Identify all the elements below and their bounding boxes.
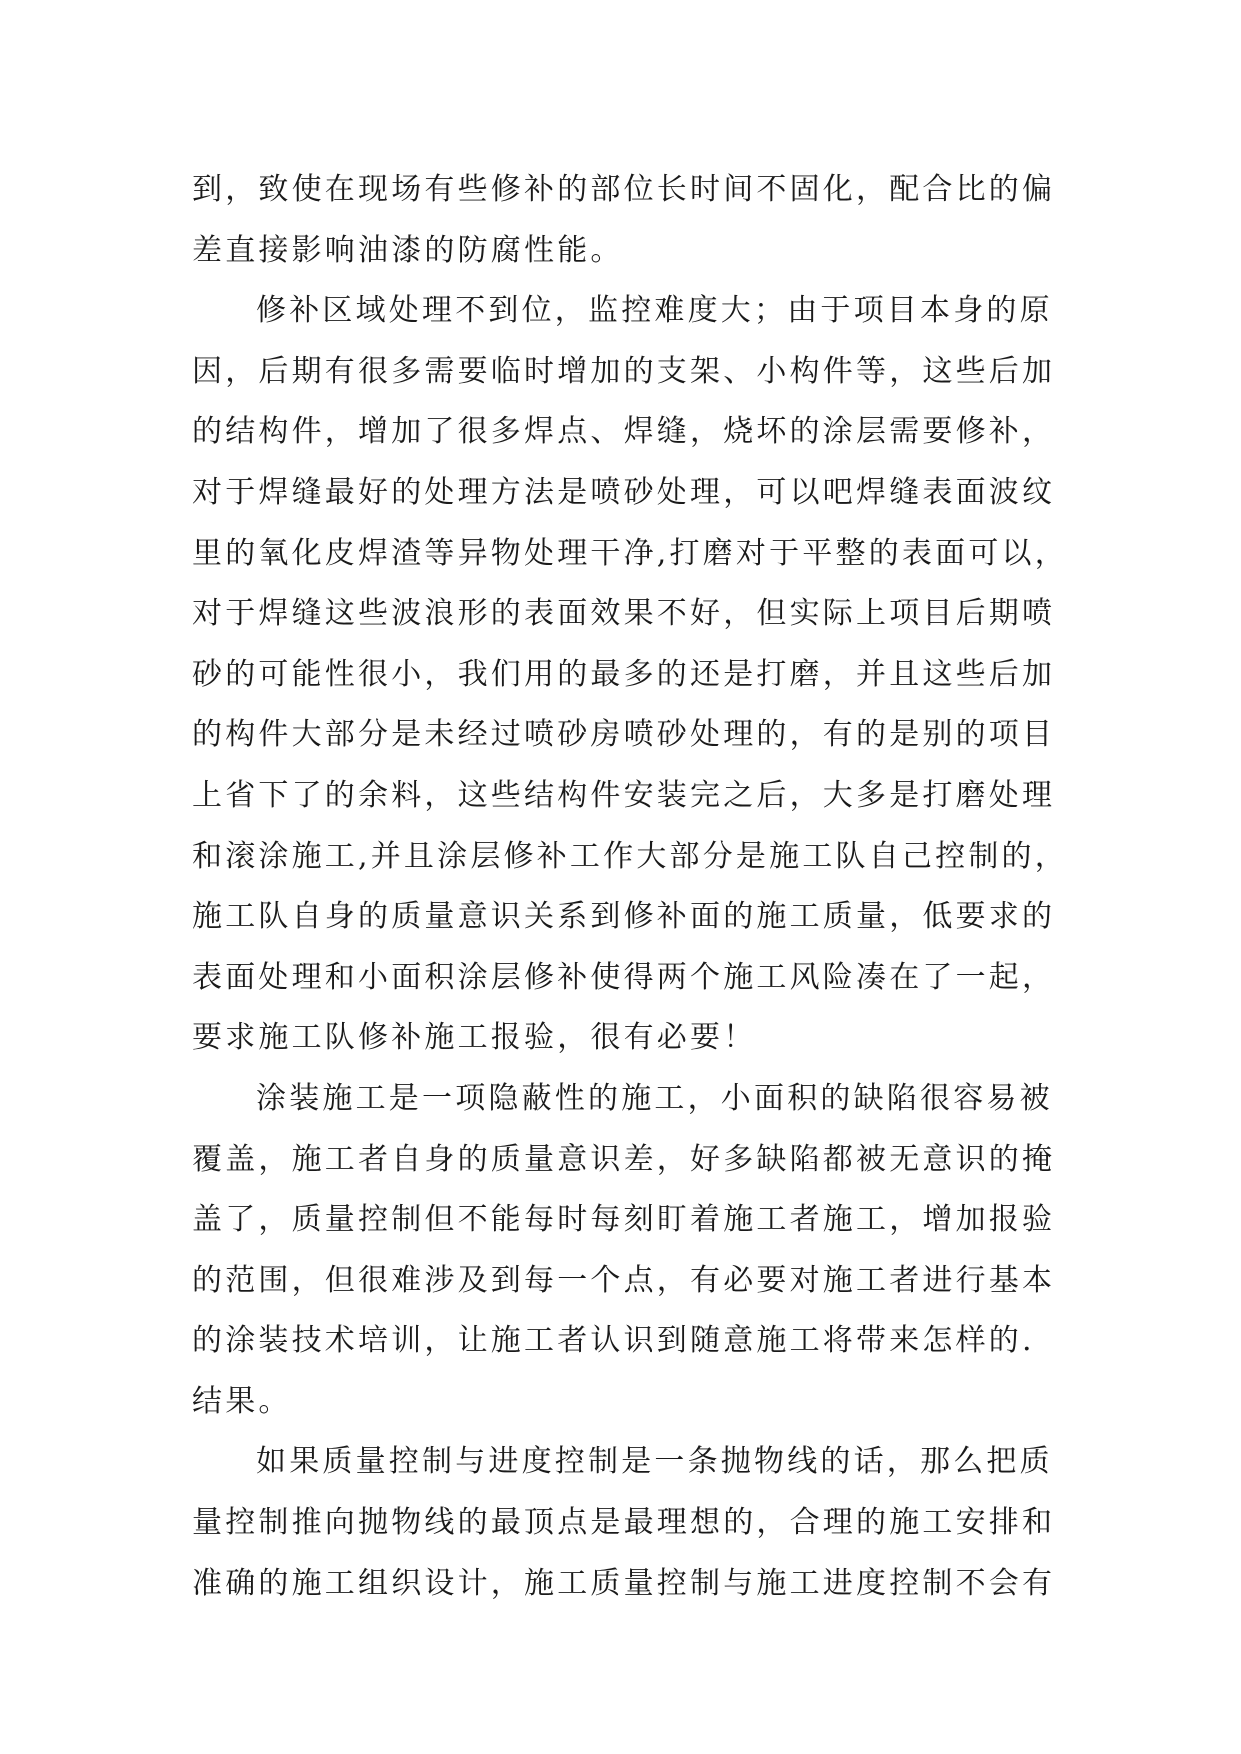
text-line: 施工队自身的质量意识关系到修补面的施工质量，低要求的 (192, 899, 1056, 935)
text-line: 涂装施工是一项隐蔽性的施工，小面积的缺陷很容易被 (256, 1080, 1053, 1116)
text-line: 量控制推向抛物线的最顶点是最理想的，合理的施工安排和 (192, 1505, 1056, 1541)
text-line: 到，致使在现场有些修补的部位长时间不固化，配合比的偏 (192, 172, 1056, 207)
text-line: 的范围，但很难涉及到每一个点，有必要对施工者进行基本 (192, 1262, 1056, 1298)
text-line: 的构件大部分是未经过喷砂房喷砂处理的，有的是别的项目 (192, 717, 1056, 753)
paragraph (192, 281, 1072, 1069)
paragraph (192, 1432, 1072, 1614)
paragraph (192, 1069, 1072, 1433)
text-line: 对于焊缝这些波浪形的表面效果不好，但实际上项目后期喷 (192, 596, 1056, 632)
text-line: 如果质量控制与进度控制是一条抛物线的话，那么把质 (256, 1444, 1053, 1480)
text-line: 砂的可能性很小，我们用的最多的还是打磨，并且这些后加 (192, 656, 1056, 692)
text-line: 修补区域处理不到位，监控难度大；由于项目本身的原 (256, 293, 1053, 329)
text-line: 上省下了的余料，这些结构件安装完之后，大多是打磨处理 (192, 777, 1056, 813)
text-line: 对于焊缝最好的处理方法是喷砂处理，可以吧焊缝表面波纹 (192, 474, 1056, 510)
text-line: 结果。 (192, 1383, 292, 1419)
text-line: 差直接影响油漆的防腐性能。 (192, 232, 624, 268)
paragraph (192, 160, 1072, 281)
text-line: 和滚涂施工,并且涂层修补工作大部分是施工队自己控制的， (192, 838, 1068, 874)
text-line: 的结构件，增加了很多焊点、焊缝，烧坏的涂层需要修补， (192, 414, 1056, 450)
text-line: 覆盖，施工者自身的质量意识差，好多缺陷都被无意识的掩 (192, 1141, 1056, 1177)
text-line: 表面处理和小面积涂层修补使得两个施工风险凑在了一起， (192, 959, 1056, 995)
body-text (192, 160, 1072, 1614)
text-line: 要求施工队修补施工报验，很有必要！ (192, 1020, 757, 1056)
text-line: 里的氧化皮焊渣等异物处理干净,打磨对于平整的表面可以， (192, 535, 1068, 571)
text-line: 盖了，质量控制但不能每时每刻盯着施工者施工，增加报验 (192, 1202, 1056, 1238)
text-line: 的涂装技术培训，让施工者认识到随意施工将带来怎样的. (192, 1323, 1035, 1359)
text-line: 因，后期有很多需要临时增加的支架、小构件等，这些后加 (192, 353, 1056, 389)
text-line: 准确的施工组织设计，施工质量控制与施工进度控制不会有 (192, 1565, 1056, 1601)
